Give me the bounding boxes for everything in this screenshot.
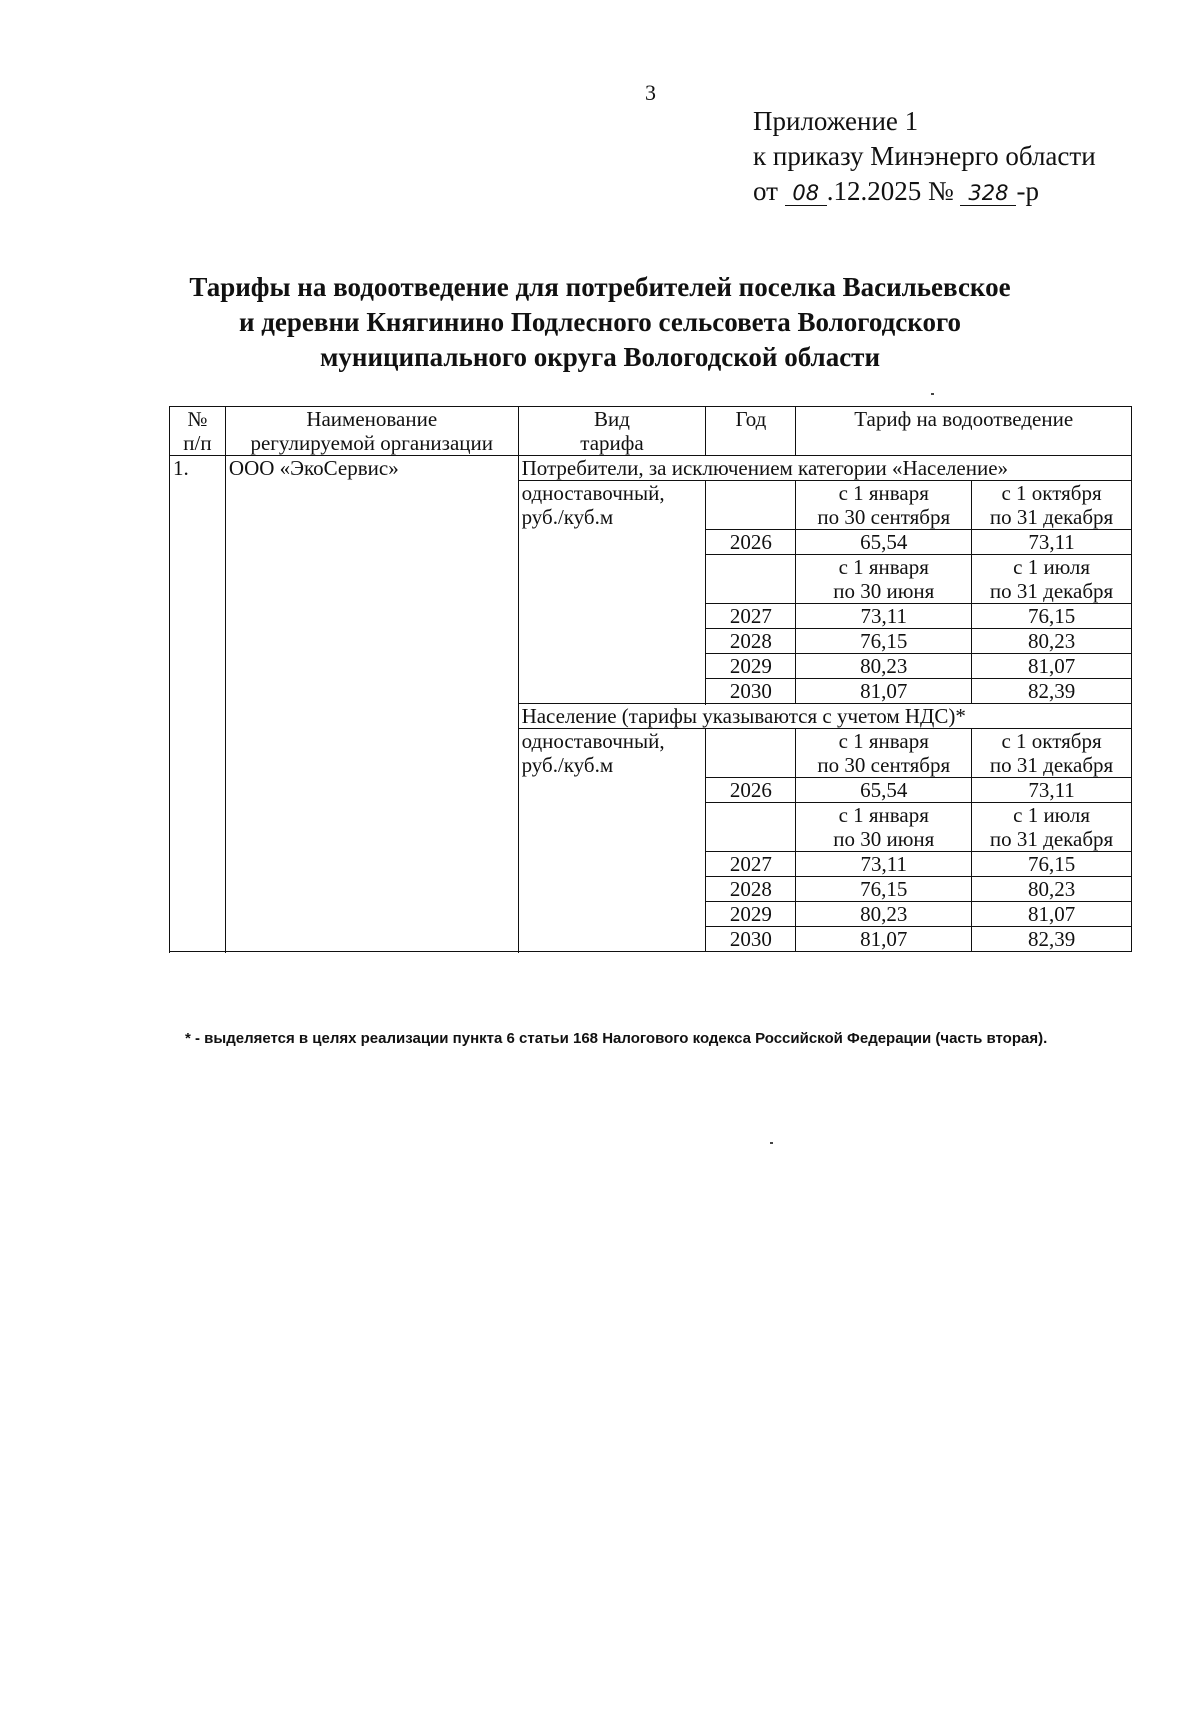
value-cell: 81,07 (796, 679, 972, 704)
organization-name: ООО «ЭкоСервис» (225, 456, 518, 952)
section-label: Население (тарифы указываются с учетом НДС)* (518, 704, 1131, 729)
year-cell: 2030 (706, 679, 796, 704)
footnote: * - выделяется в целях реализации пункта 6 статьи 168 Налогового кодекса Российской Федерации (часть вторая). (185, 1030, 1048, 1047)
value-cell: 76,15 (972, 852, 1132, 877)
period-b-col1: с 1 января по 30 июня (796, 803, 972, 852)
title-line-1: Тарифы на водоотведение для потребителей поселка Васильевское (189, 272, 1011, 302)
scan-speck (770, 1142, 773, 1144)
empty-year-cell (706, 481, 796, 530)
row-number: 1. (170, 456, 226, 952)
value-cell: 65,54 (796, 530, 972, 555)
year-cell: 2030 (706, 927, 796, 952)
tariff-table (169, 406, 1132, 952)
period-a-col1: с 1 января по 30 сентября (796, 481, 972, 530)
table-header-row (170, 407, 1132, 456)
period-b-col1: с 1 января по 30 июня (796, 555, 972, 604)
tariff-type: одноставочный, руб./куб.м (518, 481, 706, 704)
number-suffix: -р (1016, 176, 1039, 206)
value-cell: 82,39 (972, 927, 1132, 952)
year-cell: 2026 (706, 778, 796, 803)
value-cell: 73,11 (796, 604, 972, 629)
page-number: 3 (645, 80, 656, 105)
year-cell: 2029 (706, 654, 796, 679)
title-line-2: и деревни Княгинино Подлесного сельсовета Вологодского (238, 307, 962, 337)
empty-year-cell (706, 555, 796, 604)
year-cell: 2028 (706, 877, 796, 902)
year-cell: 2026 (706, 530, 796, 555)
value-cell: 82,39 (972, 679, 1132, 704)
appendix-line-2: к приказу Минэнерго области (753, 141, 1096, 171)
value-cell: 76,15 (796, 877, 972, 902)
value-cell: 81,07 (972, 902, 1132, 927)
year-cell: 2029 (706, 902, 796, 927)
period-b-col2: с 1 июля по 31 декабря (972, 803, 1132, 852)
scan-speck (931, 393, 934, 395)
table-row (170, 456, 1132, 481)
value-cell: 80,23 (796, 654, 972, 679)
value-cell: 73,11 (796, 852, 972, 877)
value-cell: 73,11 (972, 530, 1132, 555)
value-cell: 65,54 (796, 778, 972, 803)
year-cell: 2027 (706, 604, 796, 629)
appendix-line-1: Приложение 1 (753, 106, 919, 136)
year-cell: 2027 (706, 852, 796, 877)
header-type: Вид тарифа (518, 407, 706, 456)
empty-year-cell (706, 803, 796, 852)
handwritten-order-number: 328 (960, 181, 1016, 206)
empty-year-cell (706, 729, 796, 778)
header-org: Наименование регулируемой организации (225, 407, 518, 456)
document-title (150, 270, 1050, 375)
date-rest: .12.2025 № (826, 176, 954, 206)
value-cell: 81,07 (972, 654, 1132, 679)
period-a-col2: с 1 октября по 31 декабря (972, 729, 1132, 778)
year-cell: 2028 (706, 629, 796, 654)
appendix-header (753, 104, 1096, 209)
appendix-date-line (753, 174, 1096, 209)
period-a-col2: с 1 октября по 31 декабря (972, 481, 1132, 530)
value-cell: 76,15 (972, 604, 1132, 629)
header-num: № п/п (170, 407, 226, 456)
value-cell: 73,11 (972, 778, 1132, 803)
header-tariff: Тариф на водоотведение (796, 407, 1132, 456)
handwritten-day: 08 (785, 181, 827, 206)
header-year: Год (706, 407, 796, 456)
date-prefix: от (753, 176, 778, 206)
value-cell: 81,07 (796, 927, 972, 952)
title-line-3: муниципального округа Вологодской области (320, 342, 880, 372)
value-cell: 76,15 (796, 629, 972, 654)
period-a-col1: с 1 января по 30 сентября (796, 729, 972, 778)
period-b-col2: с 1 июля по 31 декабря (972, 555, 1132, 604)
section-label: Потребители, за исключением категории «Население» (518, 456, 1131, 481)
value-cell: 80,23 (796, 902, 972, 927)
value-cell: 80,23 (972, 629, 1132, 654)
value-cell: 80,23 (972, 877, 1132, 902)
tariff-type: одноставочный, руб./куб.м (518, 729, 706, 952)
